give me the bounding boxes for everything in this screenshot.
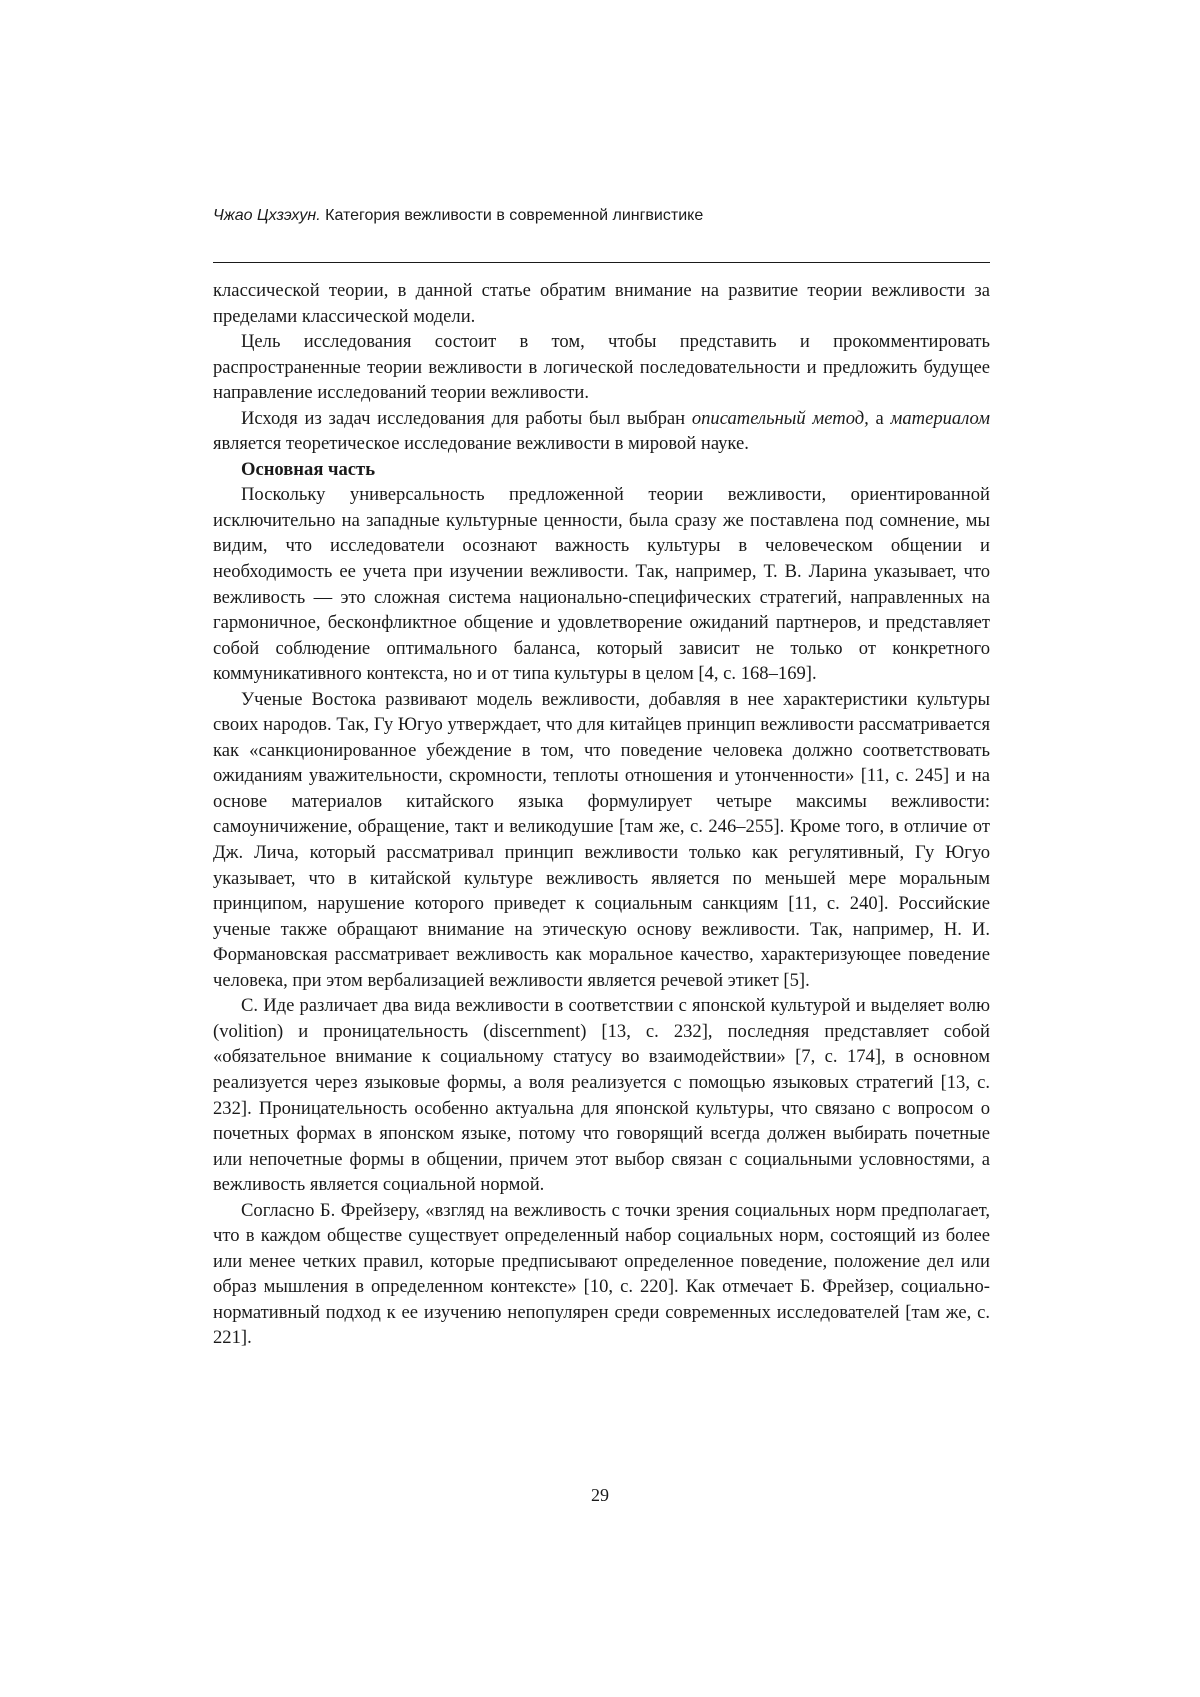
running-head-title: Категория вежливости в современной лингвистике: [325, 207, 704, 224]
paragraph-fraser: Согласно Б. Фрейзеру, «взгляд на вежливость с точки зрения социальных норм предполагает, что в каждом обществе существует определенный набор социальных норм, состоящий из более или менее четких правил, которые предписывают определенное поведение, положение дел или образ мышления в определенном контексте» [10, с. 220]. Как отмечает Б. Фрейзер, социально-нормативный подход к ее изучению непопулярен среди современных исследователей [там же, с. 221].: [213, 1199, 990, 1349]
method-text-1: Исходя из задач исследования для работы был выбран: [241, 407, 692, 429]
page-number: 29: [591, 1485, 609, 1505]
running-head: [213, 206, 993, 226]
paragraph-method: [213, 406, 990, 457]
method-text-2: а: [868, 407, 891, 429]
running-head-author: Чжао Цхзэхун.: [213, 207, 321, 224]
paragraph-ide: С. Иде различает два вида вежливости в соответствии с японской культурой и выделяет волю (volition) и проницательность (discernment) [13, с. 232], последняя представляет собой «обязательное внимание к социальному статусу во взаимодействии» [7, с. 174], в основном реализуется через языковые формы, а воля реализуется с помощью языковых стратегий [13, с. 232]. Проницательность особенно актуальна для японской культуры, что связано с вопросом о почетных формах в японском языке, потому что говорящий всегда должен выбирать почетные или непочетные формы в общении, причем этот выбор связан с социальными условностями, а вежливость является социальной нормой.: [213, 995, 990, 1196]
paragraph-aim: Цель исследования состоит в том, чтобы представить и прокомментировать распространенные теории вежливости в логической последовательности и предложить будущее направление исследований теории вежливости.: [213, 331, 990, 404]
header-rule: [213, 262, 990, 263]
method-italic-2: материалом: [890, 407, 991, 429]
article-body: [213, 278, 990, 1351]
paragraph-universality: Поскольку универсальность предложенной теории вежливости, ориентированной исключительно на западные культурные ценности, была сразу же поставлена под сомнение, мы видим, что исследователи осознают важность культуры в человеческом общении и необходимость ее учета при изучении вежливости. Так, например, Т. В. Ларина указывает, что вежливость — это сложная система национально-специфических стратегий, направленных на гармоничное, бесконфликтное общение и удовлетворение ожиданий партнеров, и представляет собой соблюдение оптимального баланса, который зависит не только от конкретного коммуникативного контекста, но и от типа культуры в целом [4, с. 168–169].: [213, 484, 990, 685]
method-text-3: является теоретическое исследование вежливости в мировой науке.: [213, 433, 749, 455]
section-heading: Основная часть: [241, 458, 376, 480]
paragraph-continuation: классической теории, в данной статье обратим внимание на развитие теории вежливости за пределами классической модели.: [213, 280, 990, 327]
method-italic-1: описательный метод,: [691, 407, 869, 429]
paragraph-eastern-scholars: Ученые Востока развивают модель вежливости, добавляя в нее характеристики культуры своих народов. Так, Гу Югуо утверждает, что для китайцев принцип вежливости рассматривается как «санкционированное убеждение в том, что поведение человека должно соответствовать ожиданиям уважительности, скромности, теплоты отношения и утонченности» [11, с. 245] и на основе материалов китайского языка формулирует четыре максимы вежливости: самоуничижение, обращение, такт и великодушие [там же, с. 246–255]. Кроме того, в отличие от Дж. Лича, который рассматривал принцип вежливости только как регулятивный, Гу Югуо указывает, что в китайской культуре вежливость является по меньшей мере моральным принципом, нарушение которого приведет к социальным санкциям [11, с. 240]. Российские ученые также обращают внимание на этическую основу вежливости. Так, например, Н. И. Формановская рассматривает вежливость как моральное качество, характеризующее поведение человека, при этом вербализацией вежливости является речевой этикет [5].: [213, 688, 990, 991]
